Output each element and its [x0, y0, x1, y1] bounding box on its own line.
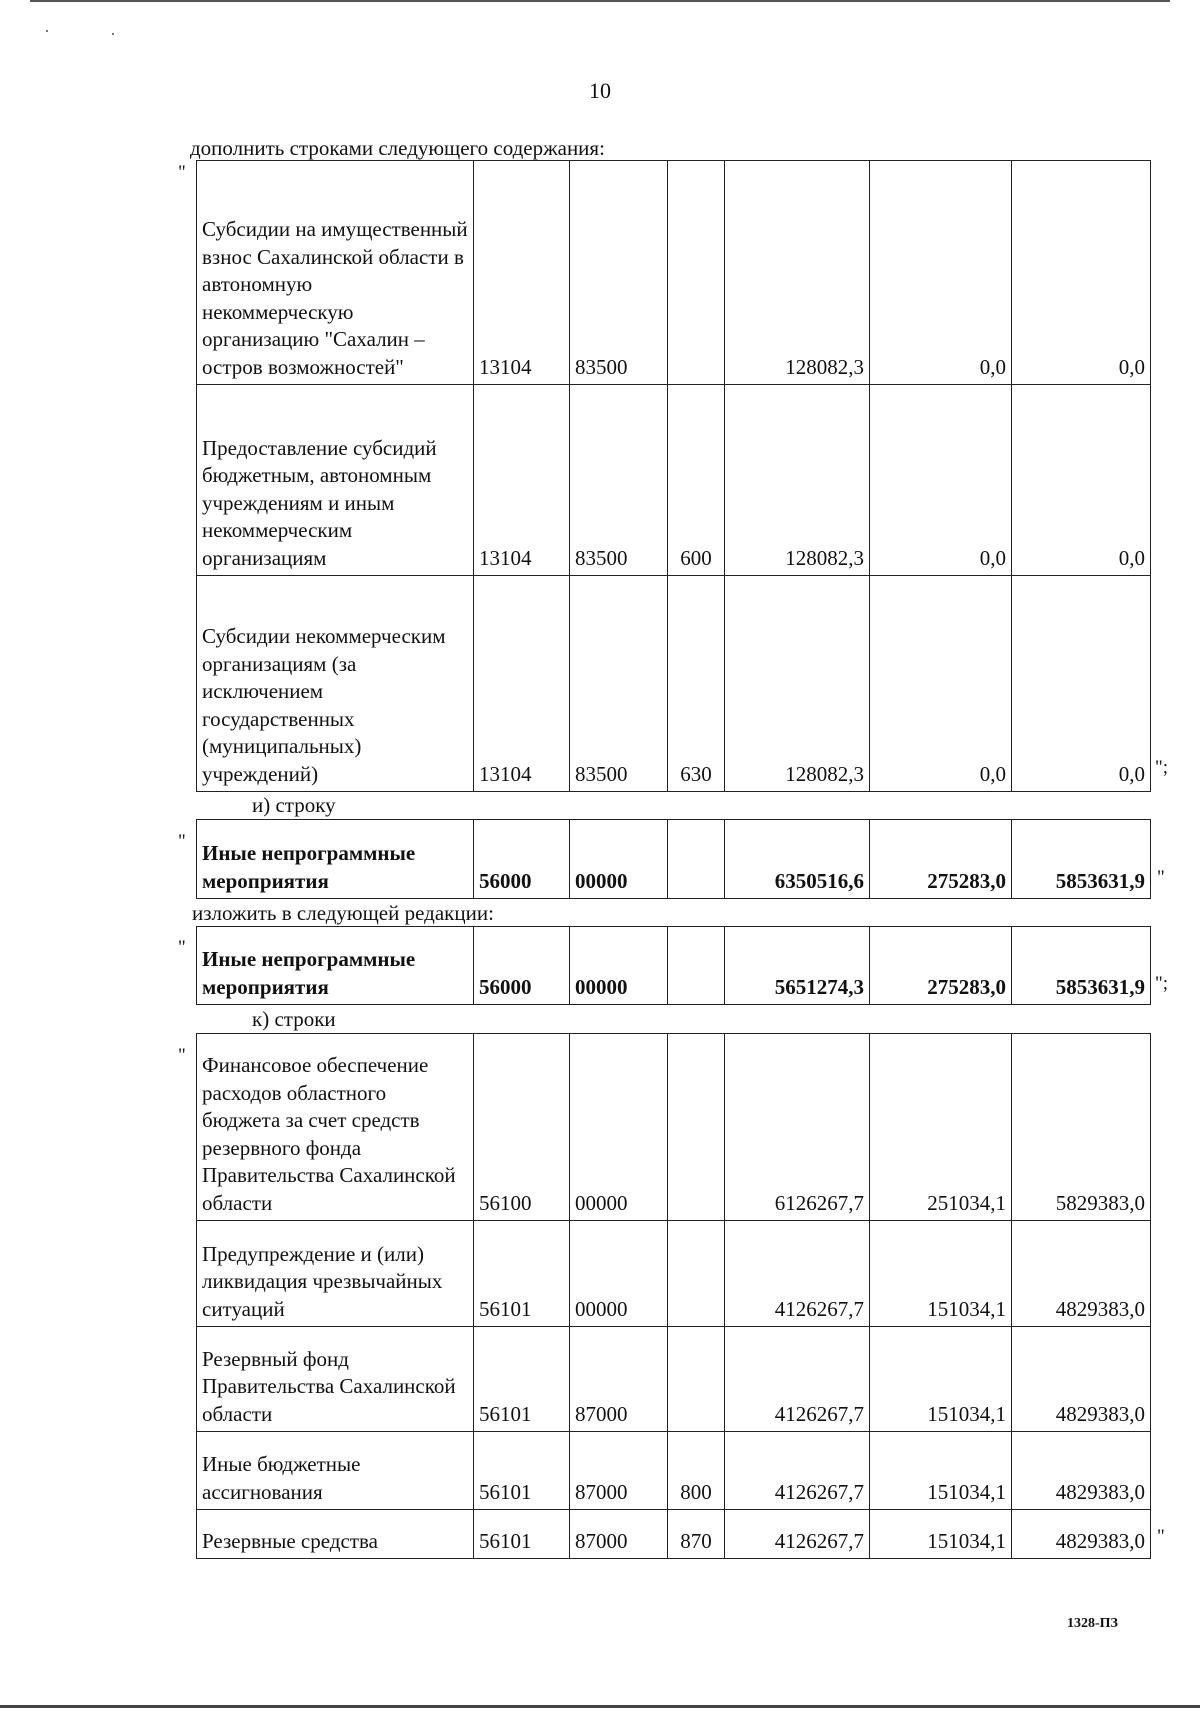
table-row: [197, 1327, 1151, 1432]
expense-type-cell: 870: [668, 1510, 725, 1559]
scan-top-edge-line: [30, 0, 1170, 2]
label-new-edition: изложить в следующей редакции:: [192, 901, 494, 925]
expense-type-cell: 600: [668, 385, 725, 576]
document-code: 1328-ПЗ: [1067, 1616, 1118, 1631]
direction-code-cell: 87000: [570, 1327, 668, 1432]
expense-type-cell: [668, 161, 725, 385]
closing-quote-mark: ": [1157, 867, 1165, 888]
expense-type-cell: [668, 927, 725, 1005]
direction-code-cell: 87000: [570, 1510, 668, 1559]
row-name-cell: Финансовое обеспечение расходов областного бюджета за счет средств резервного фонда Правительства Сахалинской области: [197, 1034, 474, 1221]
amount-year2-cell: 0,0: [870, 161, 1012, 385]
direction-code-cell: 83500: [570, 576, 668, 792]
amount-year1-cell: 128082,3: [725, 385, 870, 576]
label-k-rows: к) строки: [252, 1007, 336, 1031]
target-article-cell: 13104: [474, 576, 570, 792]
amount-year3-cell: 4829383,0: [1012, 1327, 1151, 1432]
amount-year1-cell: 4126267,7: [725, 1510, 870, 1559]
table-row: [197, 1034, 1151, 1221]
row-name-cell: Предоставление субсидий бюджетным, автономным учреждениям и иным некоммерческим организациям: [197, 385, 474, 576]
amount-year2-cell: 275283,0: [870, 927, 1012, 1005]
row-name-cell: Предупреждение и (или) ликвидация чрезвычайных ситуаций: [197, 1221, 474, 1327]
amount-year1-cell: 4126267,7: [725, 1221, 870, 1327]
table-row: [197, 820, 1151, 899]
target-article-cell: 56000: [474, 927, 570, 1005]
expense-type-cell: 800: [668, 1432, 725, 1510]
direction-code-cell: 83500: [570, 385, 668, 576]
amount-year3-cell: 5853631,9: [1012, 820, 1151, 899]
row-name-cell: Субсидии на имущественный взнос Сахалинской области в автономную некоммерческую организацию "Сахалин – остров возможностей": [197, 161, 474, 385]
table-row: [197, 1510, 1151, 1559]
amount-year3-cell: 5829383,0: [1012, 1034, 1151, 1221]
target-article-cell: 56101: [474, 1221, 570, 1327]
table-row: [197, 1221, 1151, 1327]
direction-code-cell: 00000: [570, 1034, 668, 1221]
table-row: [197, 161, 1151, 385]
old-edition-table: [196, 819, 1151, 899]
opening-quote-mark: ": [178, 831, 186, 852]
amount-year3-cell: 5853631,9: [1012, 927, 1151, 1005]
table-row: [197, 385, 1151, 576]
table-row: [197, 1432, 1151, 1510]
amount-year2-cell: 0,0: [870, 385, 1012, 576]
direction-code-cell: 83500: [570, 161, 668, 385]
amount-year2-cell: 151034,1: [870, 1221, 1012, 1327]
closing-quote-semicolon: ";: [1155, 973, 1169, 994]
scan-bottom-edge-line: [0, 1705, 1200, 1708]
target-article-cell: 56101: [474, 1432, 570, 1510]
target-article-cell: 56000: [474, 820, 570, 899]
table-row: [197, 576, 1151, 792]
expense-type-cell: 630: [668, 576, 725, 792]
row-name-cell: Субсидии некоммерческим организациям (за исключением государственных (муниципальных) учреждений): [197, 576, 474, 792]
amount-year1-cell: 4126267,7: [725, 1327, 870, 1432]
amount-year1-cell: 5651274,3: [725, 927, 870, 1005]
row-name-cell: Иные бюджетные ассигнования: [197, 1432, 474, 1510]
target-article-cell: 56101: [474, 1327, 570, 1432]
target-article-cell: 56101: [474, 1510, 570, 1559]
row-name-cell: Резервный фонд Правительства Сахалинской области: [197, 1327, 474, 1432]
opening-quote-mark: ": [178, 937, 186, 958]
amount-year2-cell: 151034,1: [870, 1327, 1012, 1432]
opening-quote-mark: ": [178, 1045, 186, 1066]
added-rows-table: [196, 160, 1151, 792]
reserve-fund-table: [196, 1033, 1151, 1559]
table-row: [197, 927, 1151, 1005]
amount-year2-cell: 251034,1: [870, 1034, 1012, 1221]
amount-year3-cell: 4829383,0: [1012, 1221, 1151, 1327]
amount-year1-cell: 6350516,6: [725, 820, 870, 899]
amount-year3-cell: 4829383,0: [1012, 1510, 1151, 1559]
scan-speck: [46, 30, 48, 32]
amount-year3-cell: 4829383,0: [1012, 1432, 1151, 1510]
amount-year1-cell: 128082,3: [725, 576, 870, 792]
amount-year3-cell: 0,0: [1012, 576, 1151, 792]
amount-year2-cell: 0,0: [870, 576, 1012, 792]
amount-year2-cell: 151034,1: [870, 1510, 1012, 1559]
target-article-cell: 56100: [474, 1034, 570, 1221]
amount-year2-cell: 151034,1: [870, 1432, 1012, 1510]
direction-code-cell: 00000: [570, 820, 668, 899]
new-edition-table: [196, 926, 1151, 1005]
label-i-row: и) строку: [252, 793, 336, 817]
row-name-cell: Иные непрограммные мероприятия: [197, 927, 474, 1005]
expense-type-cell: [668, 820, 725, 899]
amount-year1-cell: 6126267,7: [725, 1034, 870, 1221]
row-name-cell: Резервные средства: [197, 1510, 474, 1559]
direction-code-cell: 87000: [570, 1432, 668, 1510]
amount-year1-cell: 4126267,7: [725, 1432, 870, 1510]
expense-type-cell: [668, 1221, 725, 1327]
direction-code-cell: 00000: [570, 1221, 668, 1327]
expense-type-cell: [668, 1034, 725, 1221]
closing-quote-mark: ": [1157, 1526, 1165, 1547]
intro-add-rows-text: дополнить строками следующего содержания:: [190, 136, 605, 160]
expense-type-cell: [668, 1327, 725, 1432]
target-article-cell: 13104: [474, 161, 570, 385]
closing-quote-semicolon: ";: [1155, 757, 1169, 778]
scan-speck: [112, 33, 114, 35]
direction-code-cell: 00000: [570, 927, 668, 1005]
amount-year3-cell: 0,0: [1012, 385, 1151, 576]
row-name-cell: Иные непрограммные мероприятия: [197, 820, 474, 899]
target-article-cell: 13104: [474, 385, 570, 576]
opening-quote-mark: ": [178, 162, 186, 183]
amount-year2-cell: 275283,0: [870, 820, 1012, 899]
amount-year3-cell: 0,0: [1012, 161, 1151, 385]
amount-year1-cell: 128082,3: [725, 161, 870, 385]
page-number: 10: [589, 78, 611, 103]
